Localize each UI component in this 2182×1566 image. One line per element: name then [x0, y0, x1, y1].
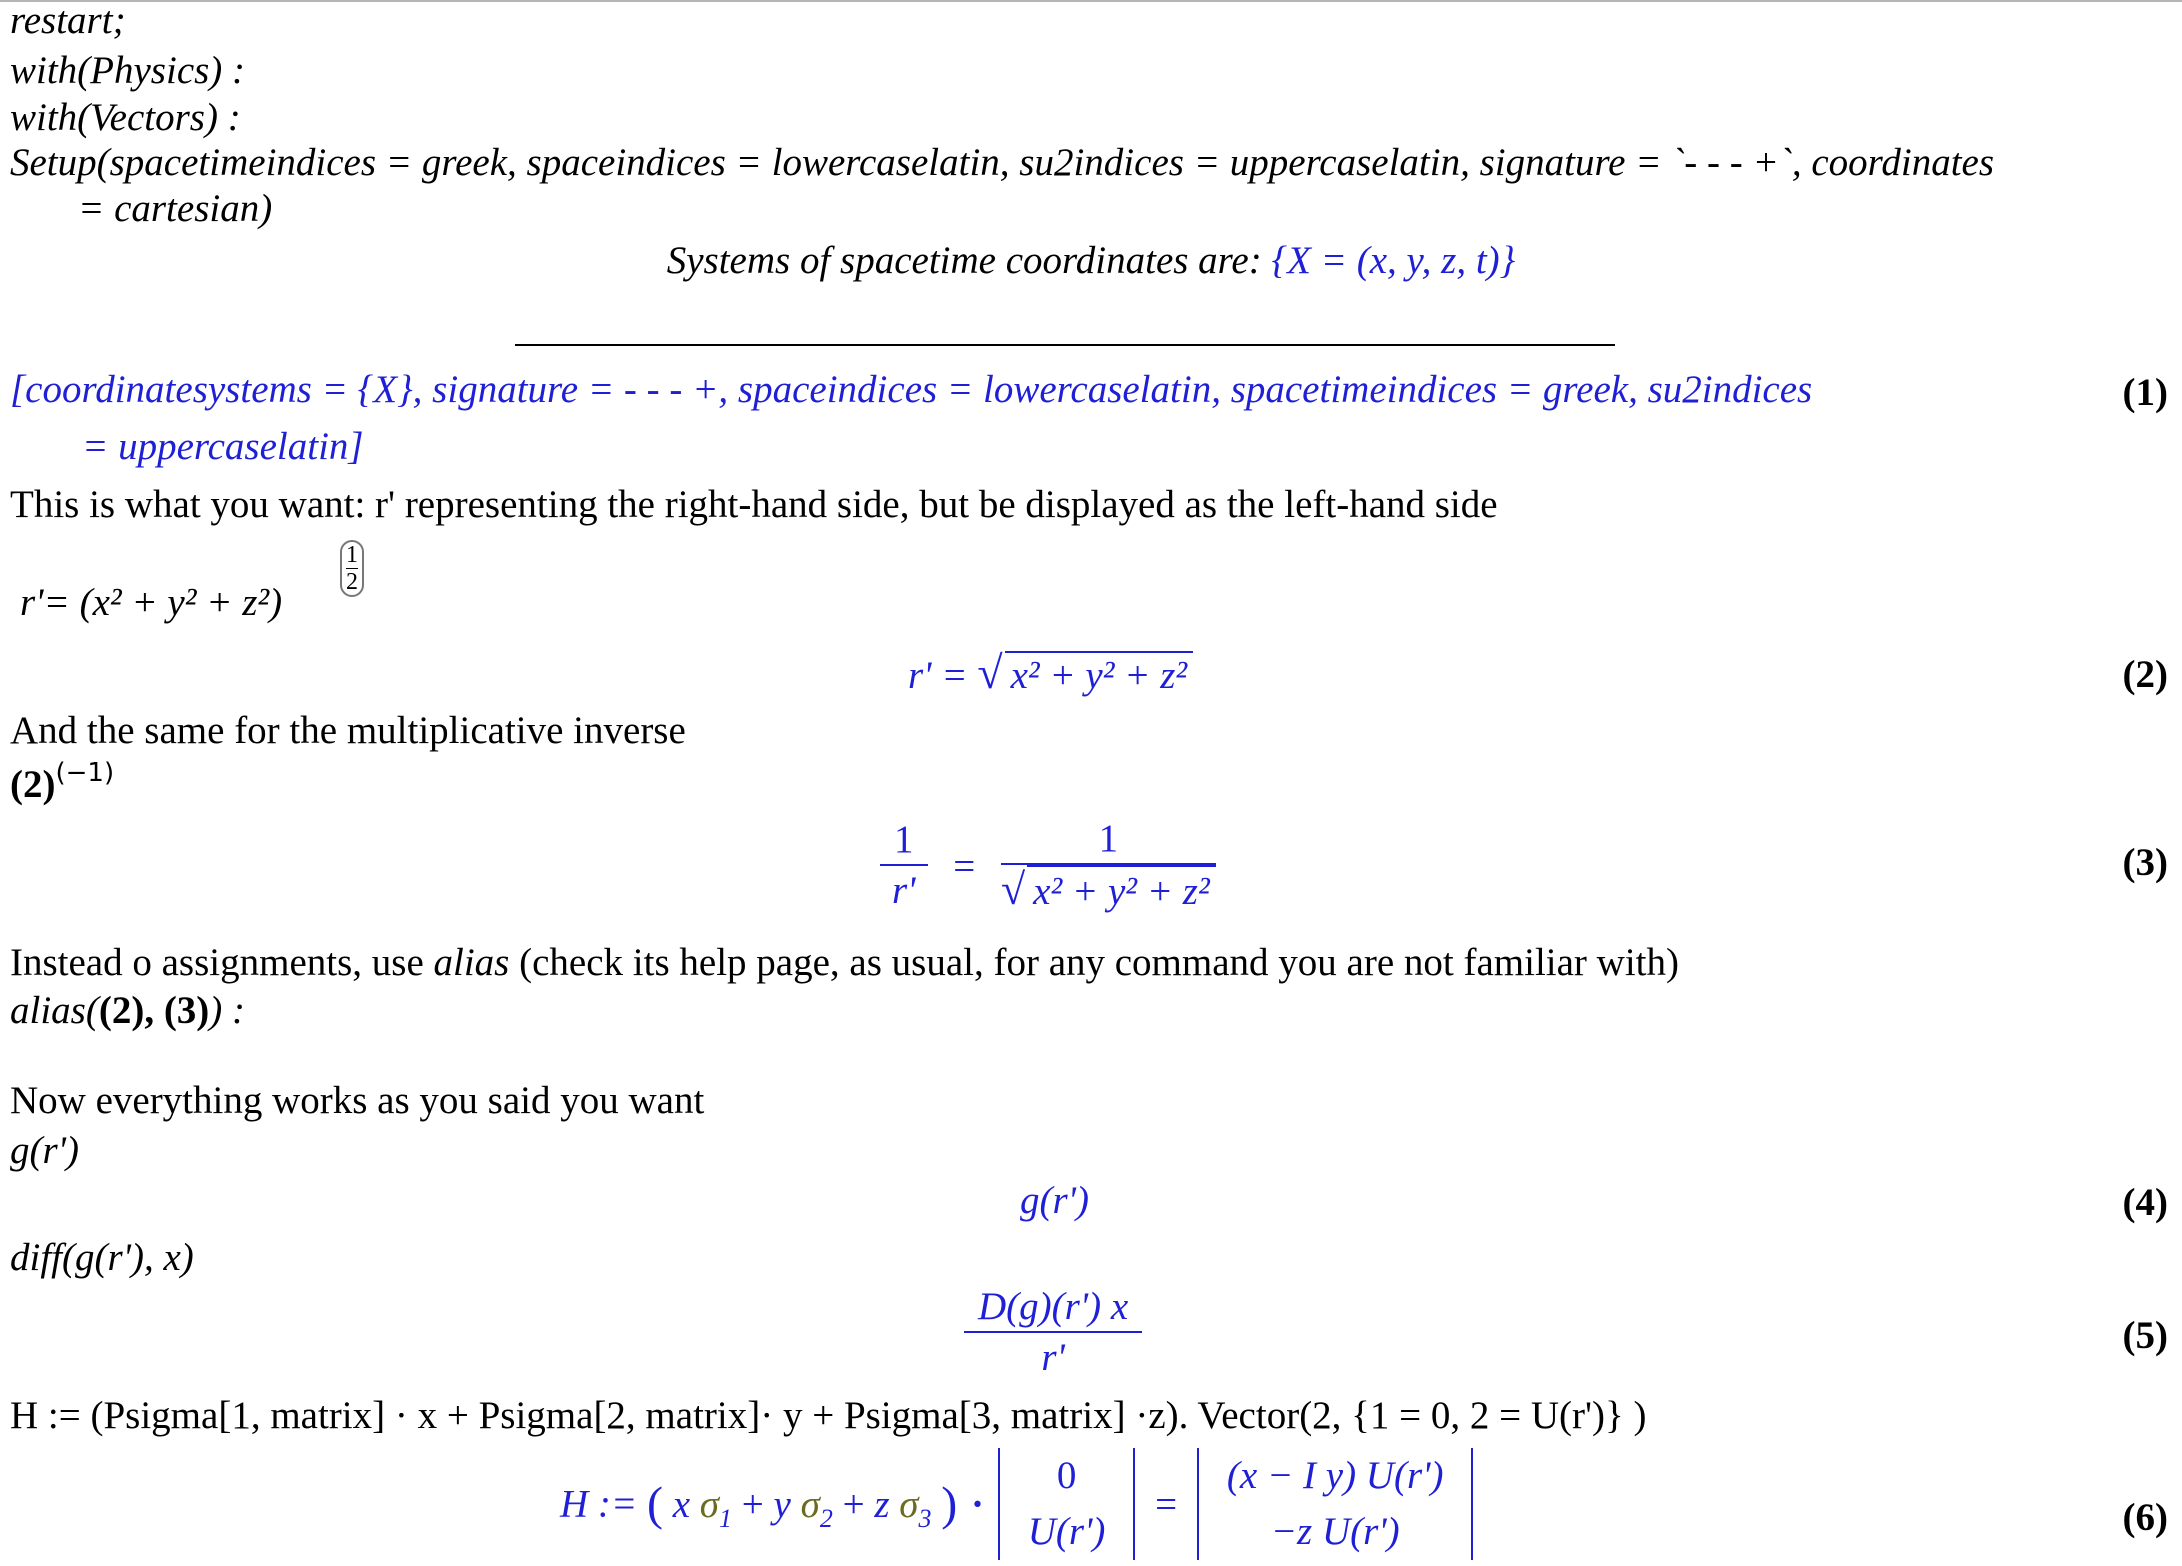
input-alias-a: alias( — [10, 989, 99, 1032]
output-6-dot: · — [970, 1482, 984, 1526]
input-2-lhs: r'= — [20, 581, 70, 624]
sigma-1-index: 1 — [719, 1503, 733, 1533]
sqrt-sign-2: √ — [1001, 865, 1026, 914]
output-6-plus-1: + — [741, 1482, 764, 1526]
output-5 — [964, 1283, 1142, 1383]
input-3-ref: (2) — [10, 763, 56, 806]
input-4[interactable]: g(r') — [10, 1129, 79, 1172]
input-2-exponent-den: 2 — [346, 569, 358, 595]
output-6-equals: = — [1155, 1482, 1178, 1526]
output-6-result-vector — [1197, 1448, 1474, 1560]
output-6-z: z — [874, 1482, 890, 1526]
equation-label-2: (2) — [2122, 653, 2168, 696]
output-separator-line — [515, 344, 1615, 346]
output-6-sum — [672, 1482, 942, 1533]
output-6-close-paren: ) — [941, 1477, 958, 1531]
sqrt-sign: √ — [977, 647, 1003, 698]
input-3-exponent: (−1) — [55, 758, 115, 788]
output-1-line1: [coordinatesystems = {X}, signature = - - - +, spaceindices = lowercaselatin, spacetimeindices = greek, su2indices — [10, 368, 1813, 411]
output-6 — [560, 1448, 1473, 1560]
output-6-vector-bottom: U(r') — [1027, 1510, 1106, 1553]
output-1-line2: = uppercaselatin] — [82, 425, 364, 468]
text-alias-a: Instead o assignments, use — [10, 941, 434, 984]
setup-message-value: {X = (x, y, z, t)} — [1271, 239, 1516, 282]
equation-label-3: (3) — [2122, 841, 2168, 884]
output-3 — [880, 815, 1216, 917]
output-6-result-top: (x − I y) U(r') — [1226, 1454, 1444, 1497]
worksheet-top-border — [0, 0, 2182, 2]
output-6-open-paren: ( — [646, 1477, 663, 1531]
output-3-lhs-den: r' — [891, 869, 916, 912]
input-5[interactable]: diff(g(r'), x) — [10, 1236, 194, 1279]
equation-label-4: (4) — [2122, 1181, 2168, 1224]
output-3-rhs-num: 1 — [1001, 815, 1216, 865]
setup-message-label: Systems of spacetime coordinates are: — [666, 239, 1262, 282]
input-2-base: (x² + y² + z²) — [79, 581, 283, 624]
input-3[interactable] — [10, 758, 115, 812]
text-alias-c: (check its help page, as usual, for any command you are not familiar with) — [509, 941, 1679, 984]
text-alias-keyword: alias — [433, 941, 510, 984]
output-3-lhs-fraction — [880, 816, 928, 916]
input-with-physics[interactable]: with(Physics) : — [10, 49, 246, 92]
output-6-x: x — [672, 1482, 691, 1526]
text-now: Now everything works as you said you want — [10, 1079, 705, 1122]
output-3-rhs-fraction — [1001, 815, 1216, 917]
input-restart[interactable]: restart; — [10, 0, 126, 42]
output-6-y: y — [773, 1482, 791, 1526]
output-2 — [908, 647, 1193, 699]
text-alias — [10, 940, 1679, 986]
setup-message — [0, 238, 2182, 284]
input-with-vectors[interactable]: with(Vectors) : — [10, 96, 241, 139]
input-setup-line1[interactable]: Setup(spacetimeindices = greek, spaceindices = lowercaselatin, su2indices = uppercaselatin, signature = `- - - +`, coordinates — [10, 141, 1995, 184]
output-5-den: r' — [1041, 1336, 1065, 1379]
input-alias-refs: (2), (3) — [98, 989, 210, 1032]
output-4: g(r') — [1020, 1179, 1089, 1222]
sigma-1: σ — [699, 1482, 720, 1526]
sigma-3-index: 3 — [918, 1503, 932, 1533]
input-6[interactable]: H := (Psigma[1, matrix] · x + Psigma[2, matrix]· y + Psigma[3, matrix] ·z). Vector(2, {1 = 0, 2 = U(r')} ) — [10, 1394, 1647, 1437]
input-2-exponent — [340, 540, 364, 597]
sigma-3: σ — [899, 1482, 919, 1526]
output-5-fraction — [964, 1283, 1142, 1383]
output-2-radicand: x² + y² + z² — [1005, 651, 1194, 699]
input-alias-c: ) : — [209, 989, 246, 1032]
sigma-2: σ — [800, 1482, 820, 1526]
input-setup-line2[interactable]: = cartesian) — [78, 187, 273, 230]
output-3-rhs-den: x² + y² + z² — [1027, 865, 1216, 917]
output-5-num: D(g)(r') x — [964, 1283, 1142, 1333]
sigma-2-index: 2 — [819, 1503, 833, 1533]
output-6-plus-2: + — [842, 1482, 865, 1526]
output-3-lhs-num: 1 — [880, 816, 928, 866]
output-6-lhs: H := — [560, 1482, 638, 1526]
output-3-equals: = — [953, 844, 976, 888]
equation-label-5: (5) — [2122, 1314, 2168, 1357]
output-6-vector — [998, 1448, 1136, 1560]
text-inverse: And the same for the multiplicative inverse — [10, 709, 686, 752]
text-want: This is what you want: r' representing the right-hand side, but be displayed as the left-hand side — [10, 483, 1498, 526]
equation-label-1: (1) — [2122, 371, 2168, 414]
equation-label-6: (6) — [2122, 1496, 2168, 1539]
output-6-vector-top: 0 — [1056, 1454, 1077, 1497]
output-2-lhs: r' = — [908, 654, 968, 697]
input-alias[interactable] — [10, 988, 245, 1034]
input-2[interactable] — [20, 580, 282, 626]
output-6-result-bottom: −z U(r') — [1270, 1510, 1400, 1553]
input-2-exponent-num: 1 — [346, 542, 358, 568]
